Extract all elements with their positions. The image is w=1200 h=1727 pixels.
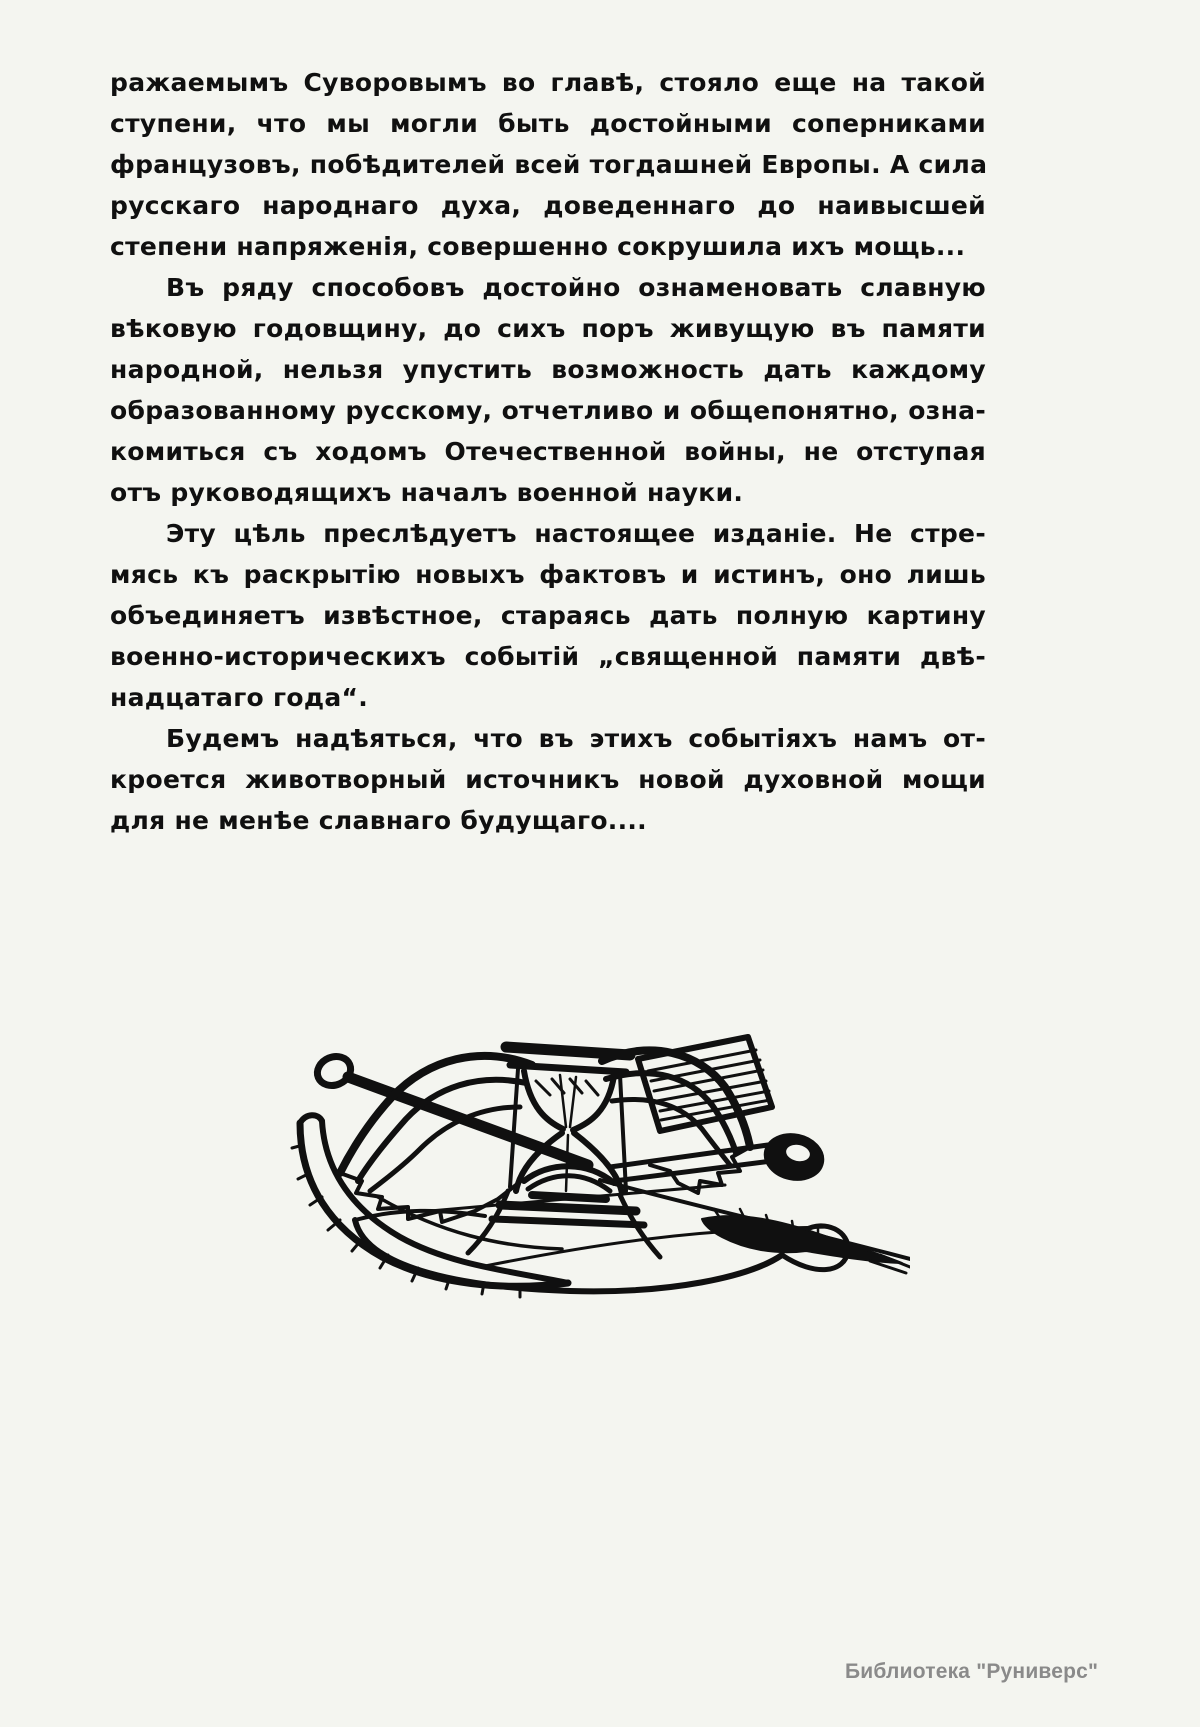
text-line: мясь къ раскрытію новыхъ фактовъ и истинъ, оно лишь: [110, 560, 986, 589]
body-text: [110, 62, 986, 841]
winged-hourglass-vignette: [270, 1015, 910, 1315]
text-line: образованному русскому, отчетливо и общепонятно, озна-: [110, 396, 986, 425]
text-line: комиться съ ходомъ Отечественной войны, не отступая: [110, 437, 986, 466]
text-line: Будемъ надѣяться, что въ этихъ событіяхъ намъ от-: [166, 724, 986, 753]
text-line: для не менѣе славнаго будущаго....: [110, 806, 647, 835]
text-line: французовъ, побѣдителей всей тогдашней Европы. А сила: [110, 150, 988, 179]
text-line: объединяетъ извѣстное, стараясь дать полную картину: [110, 601, 986, 630]
text-line: Эту цѣль преслѣдуетъ настоящее изданіе. Не стре-: [166, 519, 986, 548]
text-line: ражаемымъ Суворовымъ во главѣ, стояло еще на такой: [110, 68, 986, 97]
text-line: ступени, что мы могли быть достойными соперниками: [110, 109, 986, 138]
text-line: степени напряженія, совершенно сокрушила ихъ мощь...: [110, 232, 966, 261]
text-line: вѣковую годовщину, до сихъ поръ живущую въ памяти: [110, 314, 986, 343]
text-line: кроется животворный источникъ новой духовной мощи: [110, 765, 986, 794]
text-line: надцатаго года“.: [110, 683, 369, 712]
text-line: народной, нельзя упустить возможность дать каждому: [110, 355, 986, 384]
library-watermark: Библиотека "Руниверс": [845, 1660, 1099, 1683]
text-line: Въ ряду способовъ достойно ознаменовать славную: [166, 273, 986, 302]
text-line: военно-историческихъ событій „священной памяти двѣ-: [110, 642, 986, 671]
text-line: отъ руководящихъ началъ военной науки.: [110, 478, 744, 507]
text-line: русскаго народнаго духа, доведеннаго до наивысшей: [110, 191, 986, 220]
